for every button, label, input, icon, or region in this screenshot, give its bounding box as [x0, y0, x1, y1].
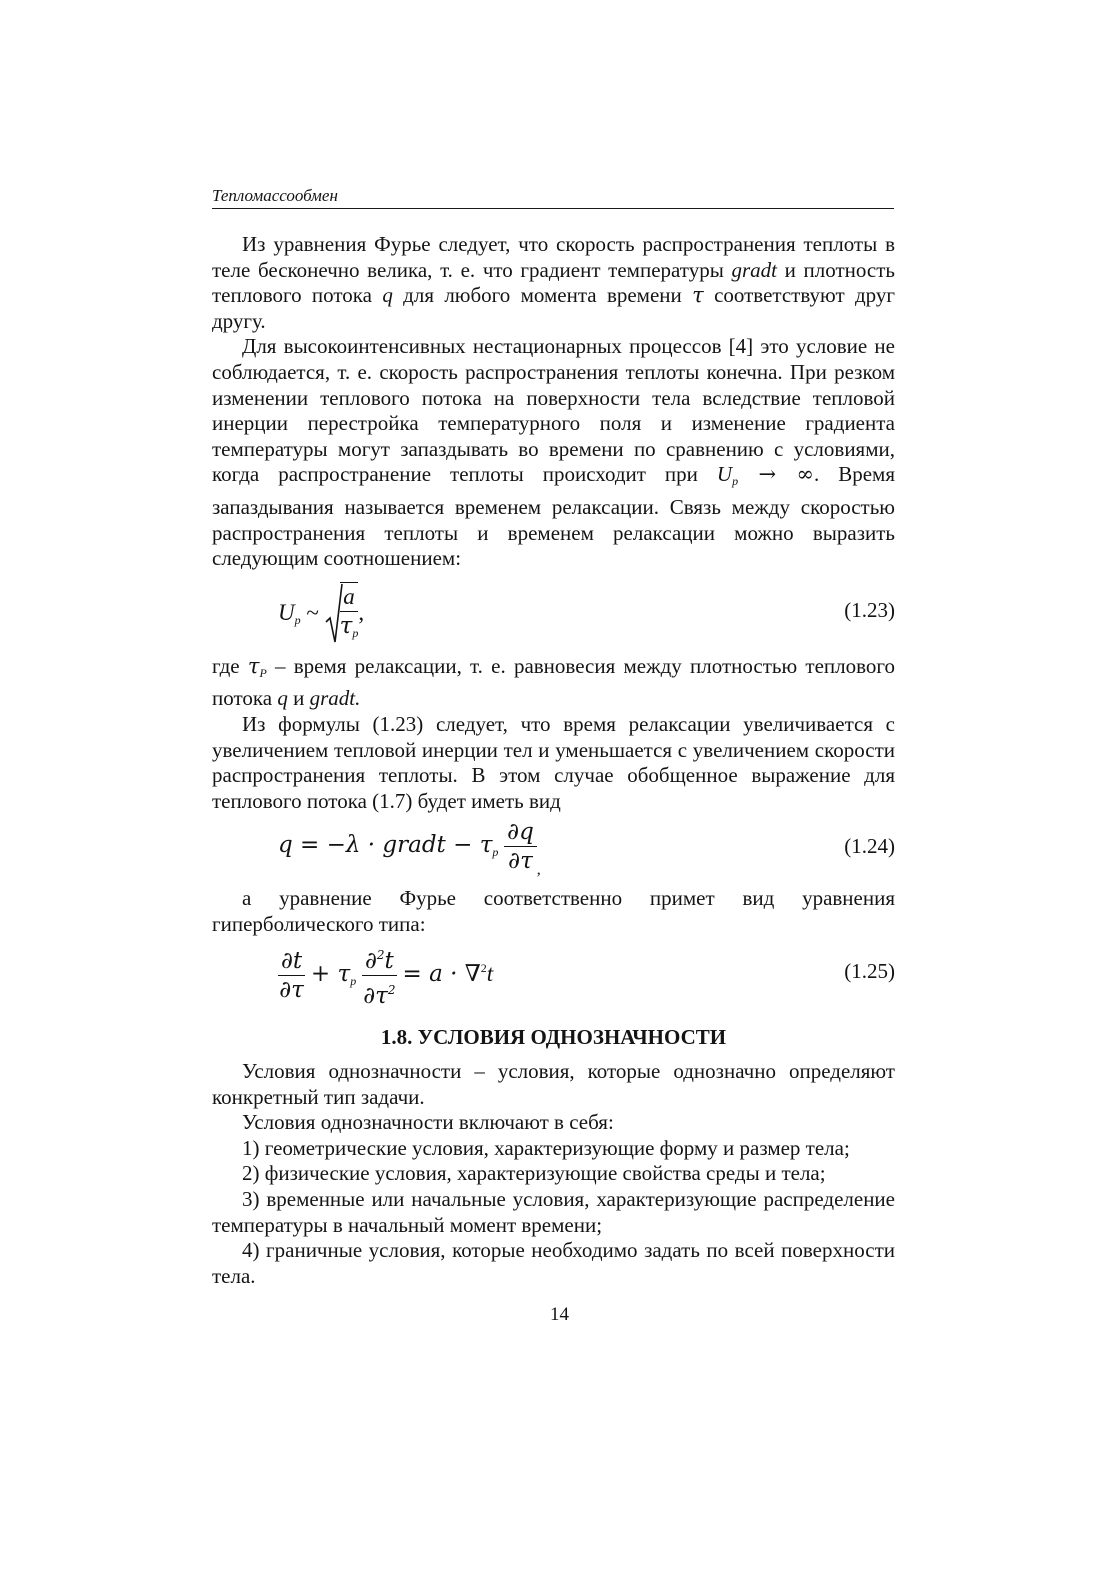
eq-U: U [278, 599, 295, 625]
eq-superscript: 2 [387, 983, 396, 998]
eq-rhs: = a · ∇ [402, 961, 481, 988]
text-run: и плотность теплового потока [212, 257, 895, 308]
eq-denominator: ∂τ [508, 848, 533, 875]
math-U: U [716, 462, 733, 487]
eq-t: t [486, 961, 494, 987]
eq-denominator: ∂τ [279, 977, 304, 1004]
eq-partial: ∂ [364, 948, 377, 975]
eq-subscript: p [350, 974, 357, 989]
list-item: 1) геометрические условия, характеризующие форму и размер тела; [242, 1135, 850, 1160]
equation-number: (1.23) [844, 597, 895, 622]
eq-fraction [278, 947, 305, 1004]
text-run: и [287, 686, 310, 711]
paragraph-formula-follows: Из формулы (1.23) следует, что время релаксации увеличивается с увеличением тепловой инерции тел и уменьшается с увеличением скорости распространения теплоты. В этом случае обобщенное выражение для теплового потока (1.7) будет иметь вид [212, 711, 895, 813]
eq-subscript: p [294, 612, 301, 627]
paragraph-where [212, 654, 895, 712]
list-item: 3) временные или начальные условия, характеризующие распределение температуры в начальный момент времени; [212, 1187, 895, 1237]
math-gradt: gradt. [309, 686, 361, 711]
math-tau: τ [247, 653, 260, 678]
math-arrow-infinity: → ∞ [738, 462, 814, 487]
eq-comma: , [536, 861, 541, 879]
eq-numerator: ∂t [278, 947, 305, 976]
eq-superscript: 2 [376, 948, 385, 963]
math-gradt: gradt [731, 257, 777, 282]
paragraph-uniqueness-includes: Условия однозначности включают в себя: [242, 1110, 614, 1135]
equation-number: (1.24) [844, 834, 895, 859]
text-run: Из уравнения Фурье следует, что скорость распространения теплоты в теле бесконечно велика, т. е. что градиент температуры [212, 232, 895, 282]
text-run: Для высокоинтенсивных нестационарных процессов [4] это условие не соблюдается, т. е. скорость распространения теплоты конечна. При резком изменении теплового потока на поверхности тела вследствие тепловой инерции перестройка температурного поля и изменение градиента температуры могут запаздывать во времени по сравнению с условиями, когда распространение теплоты происходит при [212, 334, 895, 487]
body-text [212, 232, 895, 1289]
eq-numerator: a [340, 583, 359, 612]
math-tau: τ [692, 283, 704, 308]
eq-lhs: q = −λ · gradt − τ [278, 832, 493, 859]
math-subscript: p [732, 474, 739, 489]
text-run: – время релаксации, т. е. равновесия между плотностью теплового потока [212, 653, 895, 711]
page-number: 14 [550, 1304, 569, 1325]
eq-subscript: p [492, 845, 499, 860]
paragraph-uniqueness-def: Условия однозначности – условия, которые однозначно определяют конкретный тип задачи. [212, 1059, 895, 1109]
eq-t: t [384, 948, 394, 975]
eq-plus-tau: + τ [310, 961, 351, 988]
text-run: для любого момента времени [392, 283, 693, 308]
section-title: 1.8. УСЛОВИЯ ОДНОЗНАЧНОСТИ [380, 1025, 727, 1050]
eq-fraction [340, 582, 359, 647]
math-q: q [277, 686, 288, 711]
equation-number: (1.25) [844, 959, 895, 984]
paragraph-hyperbolic: а уравнение Фурье соответственно примет вид уравнения гиперболического типа: [212, 886, 895, 936]
text-run: . Время запаздывания называется временем релаксации. Связь между скоростью распространения теплоты и временем релаксации можно выразить следующим соотношением: [212, 462, 895, 571]
eq-numerator: ∂q [504, 818, 537, 847]
paragraph-relaxation [212, 334, 895, 571]
eq-denominator: τ [339, 612, 353, 639]
list-item: 2) физические условия, характеризующие свойства среды и тела; [242, 1161, 826, 1186]
eq-fraction [504, 818, 537, 875]
eq-fraction [362, 941, 397, 1010]
paragraph-fourier-speed [212, 232, 895, 334]
text-run: соответствуют друг другу. [212, 283, 895, 333]
eq-comma: , [358, 599, 365, 625]
math-q: q [382, 283, 393, 308]
equation-1-24 [212, 814, 895, 886]
eq-subscript: p [352, 625, 359, 640]
equation-1-23 [212, 572, 895, 654]
running-head: Тепломассообмен [212, 186, 894, 209]
eq-tilde: ~ [306, 599, 319, 625]
math-subscript: P [259, 665, 267, 680]
eq-partial-tau: ∂τ [363, 983, 388, 1010]
text-run: где [212, 653, 248, 678]
list-item: 4) граничные условия, которые необходимо задать по всей поверхности тела. [212, 1238, 895, 1288]
equation-1-25 [212, 937, 895, 1011]
eq-superscript: 2 [480, 961, 487, 976]
